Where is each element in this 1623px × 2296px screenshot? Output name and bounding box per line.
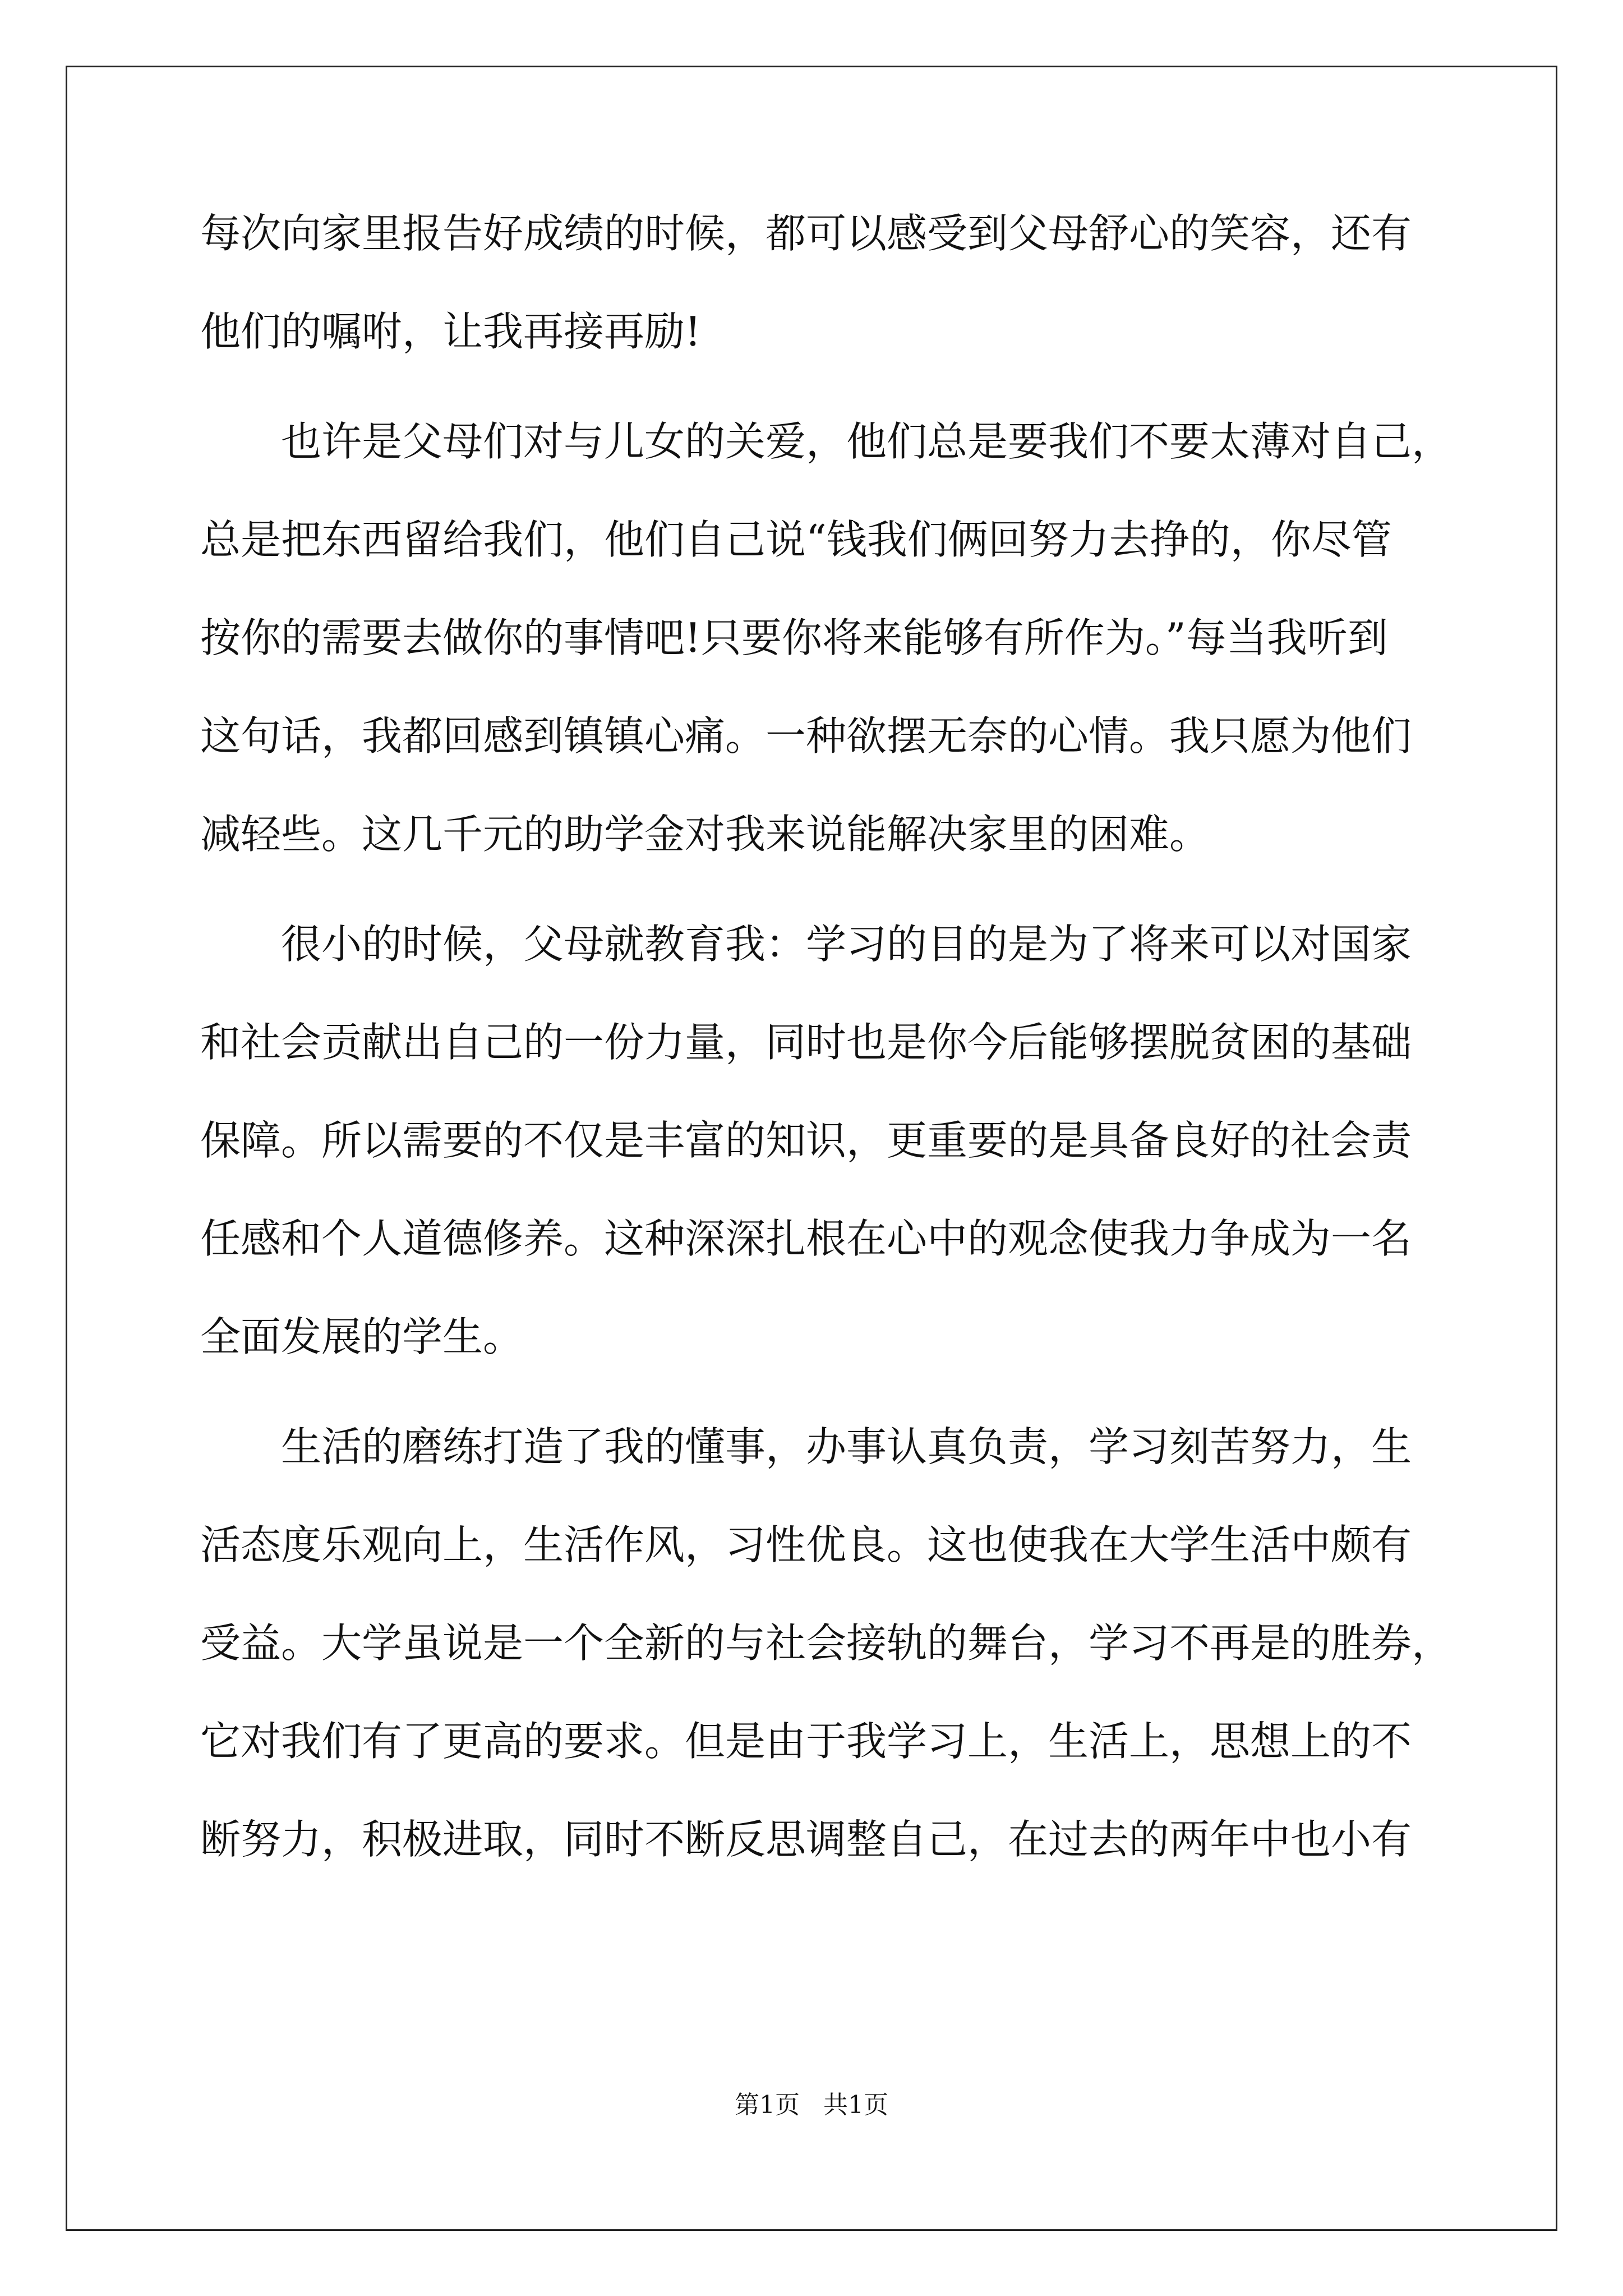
text-line: 受益。大学虽说是一个全新的与社会接轨的舞台，学习不再是的胜券， xyxy=(200,1619,1453,1667)
text-line: 他们的嘱咐，让我再接再励! xyxy=(200,308,701,355)
text-line: 每次向家里报告好成绩的时候，都可以感受到父母舒心的笑容，还有 xyxy=(200,210,1412,257)
text-line: 生活的磨练打造了我的懂事，办事认真负责，学习刻苦努力，生 xyxy=(200,1423,1412,1470)
text-line: 任感和个人道德修养。这种深深扎根在心中的观念使我力争成为一名 xyxy=(200,1215,1412,1262)
text-line: 全面发展的学生。 xyxy=(200,1313,524,1360)
text-line: 这句话，我都回感到镇镇心痛。一种欲摆无奈的心情。我只愿为他们 xyxy=(200,712,1412,760)
text-line: 和社会贡献出自己的一份力量，同时也是你今后能够摆脱贫困的基础 xyxy=(200,1019,1412,1066)
document-body xyxy=(200,210,1453,1863)
page-number-footer: 第1页 共1页 xyxy=(735,2091,888,2119)
text-line: 断努力，积极进取，同时不断反思调整自己，在过去的两年中也小有 xyxy=(200,1816,1412,1863)
text-line: 很小的时候，父母就教育我：学习的目的是为了将来可以对国家 xyxy=(200,921,1412,968)
text-line: 总是把东西留给我们，他们自己说“钱我们俩回努力去挣的，你尽管 xyxy=(200,516,1392,563)
text-line: 按你的需要去做你的事情吧!只要你将来能够有所作为。”每当我听到 xyxy=(200,614,1388,661)
text-line: 也许是父母们对与儿女的关爱，他们总是要我们不要太薄对自己， xyxy=(200,418,1453,465)
text-line: 减轻些。这几千元的助学金对我来说能解决家里的困难。 xyxy=(200,811,1210,858)
text-line: 保障。所以需要的不仅是丰富的知识，更重要的是具备良好的社会责 xyxy=(200,1117,1412,1164)
text-line: 它对我们有了更高的要求。但是由于我学习上，生活上，思想上的不 xyxy=(200,1718,1412,1765)
text-line: 活态度乐观向上，生活作风，习性优良。这也使我在大学生活中颇有 xyxy=(200,1521,1412,1568)
